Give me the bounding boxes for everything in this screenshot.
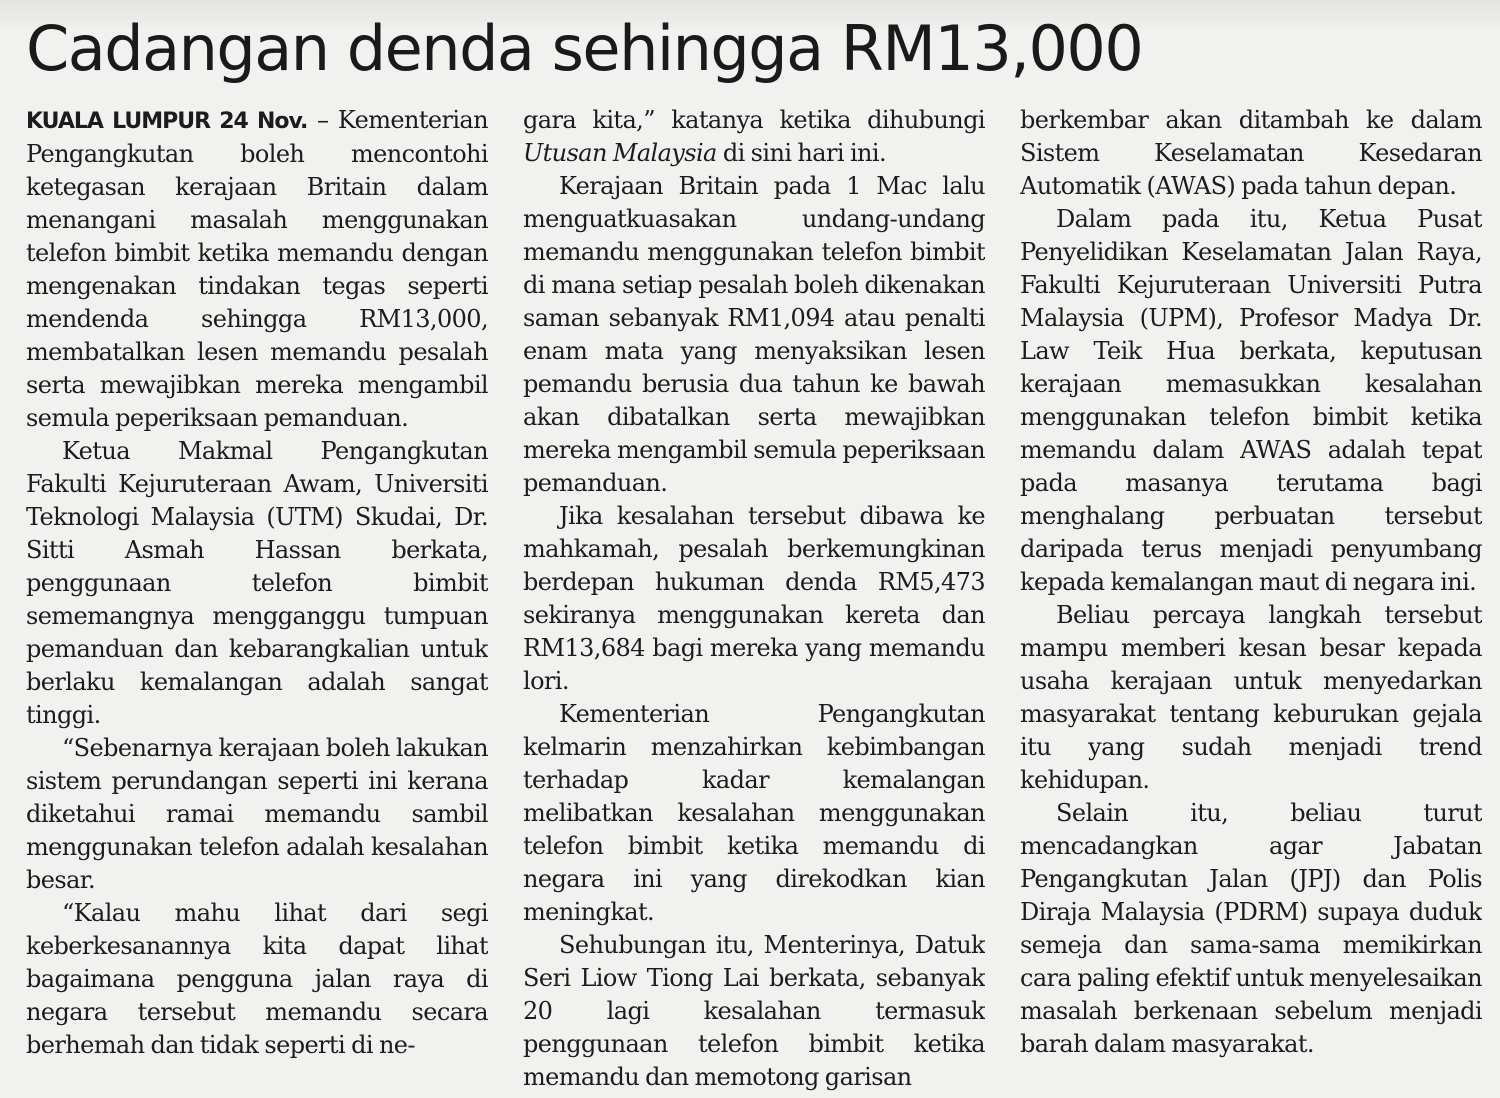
paragraph: “Sebenarnya kerajaan boleh lakukan sistem perundangan seperti ini kerana diketahui ramai memandu sambil menggunakan telefon adalah kesalahan besar. <box>26 734 488 894</box>
column-1 <box>26 104 488 1094</box>
headline: Cadangan denda sehingga RM13,000 <box>26 12 1143 85</box>
paragraph <box>523 104 985 170</box>
paragraph-text: gara kita,” katanya ketika dihubungi <box>523 106 985 134</box>
paragraph <box>26 104 488 435</box>
paragraph: berkembar akan ditambah ke dalam Sistem Keselamatan Kesedaran Automatik (AWAS) pada tahun depan. <box>1020 106 1482 200</box>
paragraph: “Kalau mahu lihat dari segi keberkesanannya kita dapat lihat bagaimana pengguna jalan raya di negara tersebut memandu secara berhemah dan tidak seperti di ne- <box>26 899 488 1059</box>
paragraph: Kerajaan Britain pada 1 Mac lalu menguatkuasakan undang-undang memandu menggunakan telefon bimbit di mana setiap pesalah boleh dikenakan saman sebanyak RM1,094 atau penalti enam mata yang menyaksikan lesen pemandu berusia dua tahun ke bawah akan dibatalkan serta mewajibkan mereka mengambil semula peperiksaan pemanduan. <box>523 172 985 497</box>
article-body <box>26 104 1482 1094</box>
paragraph: Ketua Makmal Pengangkutan Fakulti Kejuruteraan Awam, Universiti Teknologi Malaysia (UTM) Skudai, Dr. Sitti Asmah Hassan berkata, penggunaan telefon bimbit sememangnya mengganggu tumpuan pemanduan dan kebarangkalian untuk berlaku kemalangan adalah sangat tinggi. <box>26 437 488 729</box>
column-2 <box>523 104 985 1094</box>
paragraph-text: di sini hari ini. <box>722 139 887 167</box>
paragraph: Sehubungan itu, Menterinya, Datuk Seri Liow Tiong Lai berkata, sebanyak 20 lagi kesalahan termasuk penggunaan telefon bimbit ketika memandu dan memotong garisan <box>523 931 985 1091</box>
publication-name: Utusan Malaysia <box>523 139 717 167</box>
paragraph: Dalam pada itu, Ketua Pusat Penyelidikan Keselamatan Jalan Raya, Fakulti Kejuruteraan Universiti Putra Malaysia (UPM), Profesor Madya Dr. Law Teik Hua berkata, keputusan kerajaan memasukkan kesalahan menggunakan telefon bimbit ketika memandu dalam AWAS adalah tepat pada masanya terutama bagi menghalang perbuatan tersebut daripada terus menjadi penyumbang kepada kemalangan maut di negara ini. <box>1020 205 1482 596</box>
column-3 <box>1020 104 1482 1094</box>
paragraph-text: – Kementerian Pengangkutan boleh mencontohi ketegasan kerajaan Britain dalam menangani masalah menggunakan telefon bimbit ketika memandu dengan mengenakan tindakan tegas seperti mendenda sehingga RM13,000, membatalkan lesen memandu pesalah serta mewajibkan mereka mengambil semula peperiksaan pemanduan. <box>26 106 488 432</box>
paragraph: Selain itu, beliau turut mencadangkan agar Jabatan Pengangkutan Jalan (JPJ) dan Polis Diraja Malaysia (PDRM) supaya duduk semeja dan sama-sama memikirkan cara paling efektif untuk menyelesaikan masalah berkenaan sebelum menjadi barah dalam masyarakat. <box>1020 799 1482 1058</box>
paragraph: Jika kesalahan tersebut dibawa ke mahkamah, pesalah berkemungkinan berdepan hukuman denda RM5,473 sekiranya menggunakan kereta dan RM13,684 bagi mereka yang memandu lori. <box>523 502 985 695</box>
paragraph: Kementerian Pengangkutan kelmarin menzahirkan kebimbangan terhadap kadar kemalangan melibatkan kesalahan menggunakan telefon bimbit ketika memandu di negara ini yang direkodkan kian meningkat. <box>523 700 985 926</box>
dateline: KUALA LUMPUR 24 Nov. <box>26 109 308 134</box>
paragraph: Beliau percaya langkah tersebut mampu memberi kesan besar kepada usaha kerajaan untuk menyedarkan masyarakat tentang keburukan gejala itu yang sudah menjadi trend kehidupan. <box>1020 601 1482 794</box>
